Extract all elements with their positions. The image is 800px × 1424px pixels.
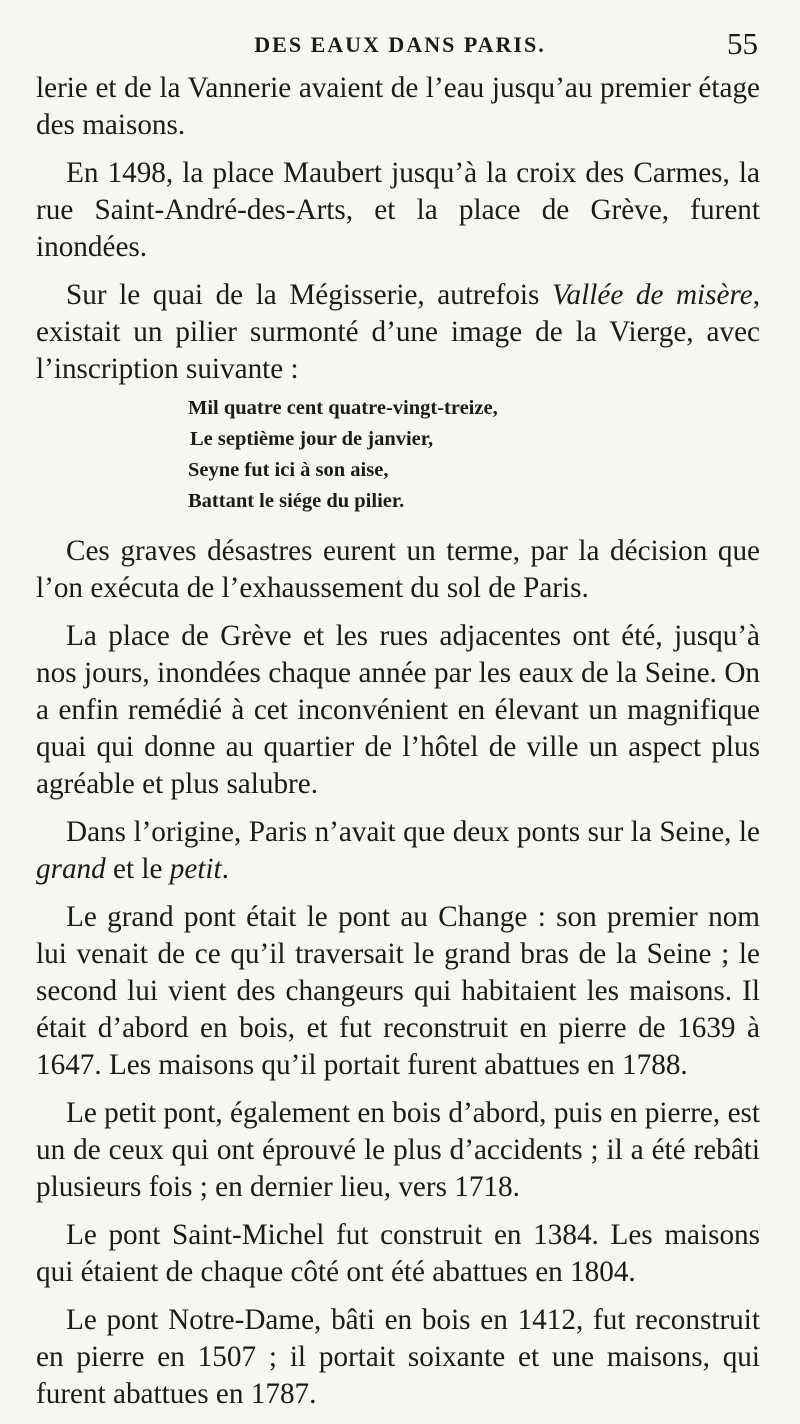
paragraph: La place de Grève et les rues adjacentes ont été, jusqu’à nos jours, inondées chaque année par les eaux de la Seine. On a enfin remédié à cet inconvénient en élevant un magnifique quai qui donne au quartier de l’hôtel de ville un aspect plus agréable et plus salubre.: [36, 620, 760, 800]
paragraph: Le pont Saint-Michel fut construit en 1384. Les maisons qui étaient de chaque côté ont été abattues en 1804.: [36, 1219, 760, 1288]
italic-text: petit: [169, 853, 222, 885]
paragraph: Ces graves désastres eurent un terme, par la décision que l’on exécuta de l’exhaussement du sol de Paris.: [36, 535, 760, 604]
paragraph: Le pont Notre-Dame, bâti en bois en 1412, fut reconstruit en pierre en 1507 ; il portait soixante et une maisons, qui furent abattues en 1787.: [36, 1304, 760, 1410]
paragraph: Le petit pont, également en bois d’abord, puis en pierre, est un de ceux qui ont éprouvé le plus d’accidents ; il a été rebâti plusieurs fois ; en dernier lieu, vers 1718.: [36, 1097, 760, 1203]
page-header: [36, 26, 764, 60]
text-run: et le: [105, 853, 170, 885]
paragraph: [36, 277, 760, 388]
italic-text: Vallée de misère: [551, 279, 753, 311]
verse-line: Seyne fut ici à son aise,: [188, 459, 389, 481]
paragraph: Le grand pont était le pont au Change : son premier nom lui venait de ce qu’il traversait le grand bras de la Seine ; le second lui vient des changeurs qui habitaient les maisons. Il était d’abord en bois, et fut reconstruit en pierre de 1639 à 1647. Les maisons qu’il portait furent abattues en 1788.: [36, 901, 760, 1081]
inscription-verse: [188, 393, 760, 517]
body-text: [36, 70, 760, 1424]
text-run: Dans l’origine, Paris n’avait que deux ponts sur la Seine, le: [66, 816, 760, 848]
verse-line: Le septième jour de janvier,: [190, 428, 434, 450]
text-run: Sur le quai de la Mégisserie, autrefois: [66, 279, 552, 311]
paragraph: En 1498, la place Maubert jusqu’à la croix des Carmes, la rue Saint-André-des-Arts, et la place de Grève, furent inondées.: [36, 157, 760, 263]
verse-line: Mil quatre cent quatre-vingt-treize,: [188, 397, 498, 419]
running-title: DES EAUX DANS PARIS.: [254, 32, 546, 57]
page-number: 55: [727, 26, 758, 61]
paragraph: lerie et de la Vannerie avaient de l’eau jusqu’au premier étage des maisons.: [36, 72, 760, 141]
verse-line: Battant le siége du pilier.: [188, 490, 405, 512]
text-run: , existait un pilier surmonté d’une image de la Vierge, avec l’inscription suivante :: [36, 279, 761, 385]
paragraph: [36, 814, 760, 888]
text-run: .: [221, 853, 229, 885]
italic-text: grand: [36, 853, 106, 885]
